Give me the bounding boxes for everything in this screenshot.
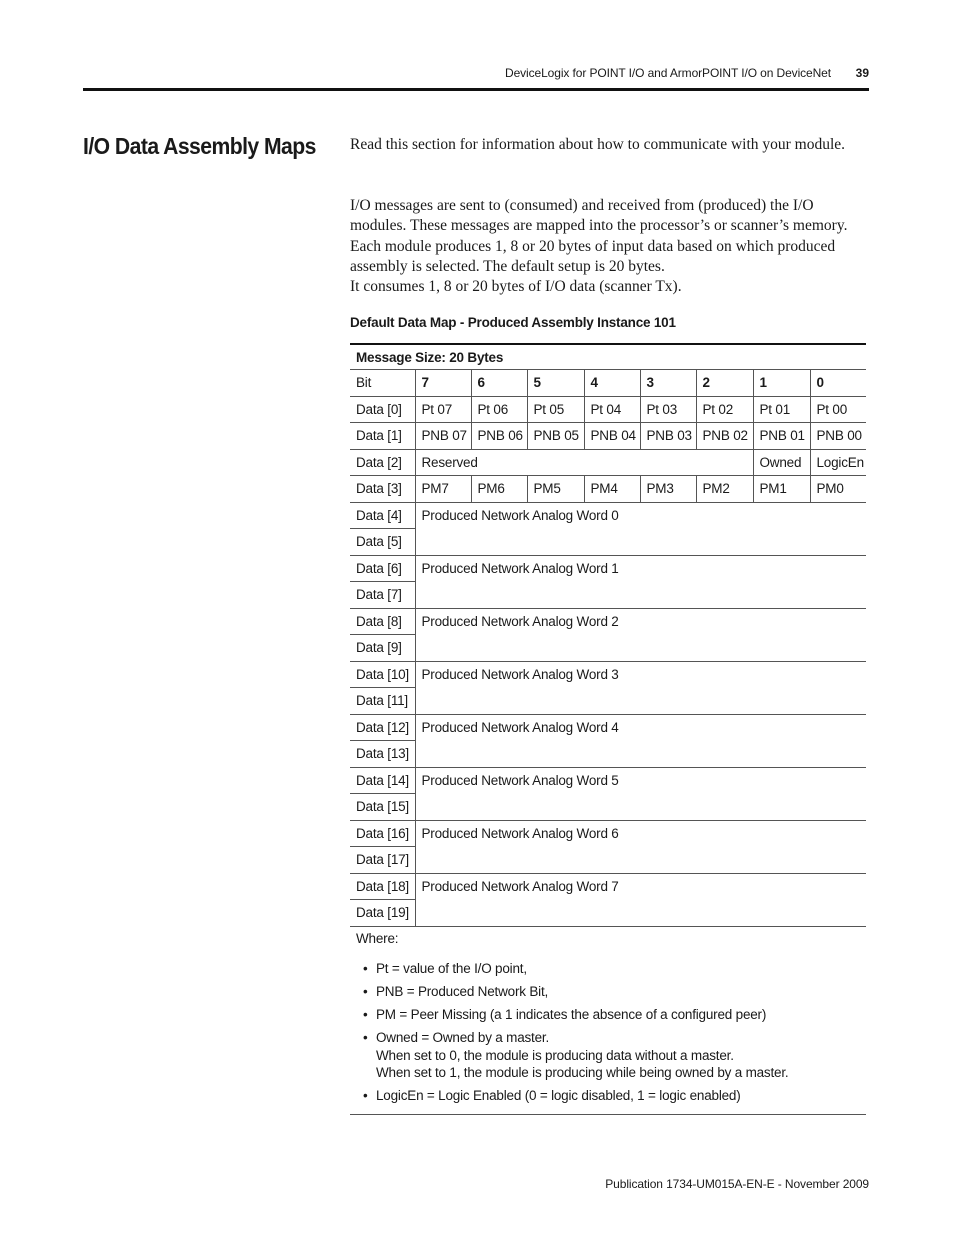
- table-row: [350, 608, 866, 635]
- data-map-table: [350, 343, 866, 949]
- table-cell: PNB 00: [810, 423, 866, 450]
- bullet-icon: •: [363, 961, 368, 976]
- row-label: Data [1]: [350, 423, 415, 450]
- row-label: Data [10]: [350, 661, 415, 688]
- running-title: DeviceLogix for POINT I/O and ArmorPOINT I/O on DeviceNet: [505, 66, 831, 80]
- table-cell: PM4: [584, 476, 640, 503]
- table-cell: Pt 00: [810, 396, 866, 423]
- table-cell: PM0: [810, 476, 866, 503]
- bit-6: 6: [471, 370, 527, 397]
- table-cell: PM7: [415, 476, 471, 503]
- table-cell: Pt 01: [753, 396, 810, 423]
- legend-item: [350, 983, 866, 1001]
- analog-word-cell: Produced Network Analog Word 1: [415, 555, 866, 608]
- io-messages-text: I/O messages are sent to (consumed) and received from (produced) the I/O modules. These messages are mapped into the processor’s or scanner’s memory. Each module produces 1, 8 or 20 bytes of input data based on which produced assembly is selected. The default setup is 20 bytes.: [350, 197, 848, 275]
- where-label: Where:: [356, 931, 399, 946]
- table-row: [350, 820, 866, 847]
- page-number: 39: [855, 66, 869, 80]
- consumes-text: It consumes 1, 8 or 20 bytes of I/O data (scanner Tx).: [350, 278, 682, 296]
- table-row: [350, 502, 866, 529]
- analog-word-cell: Produced Network Analog Word 6: [415, 820, 866, 873]
- intro-paragraph: Read this section for information about how to communicate with your module.: [350, 136, 846, 153]
- where-row: [350, 926, 866, 949]
- table-row: [350, 396, 866, 423]
- header-rule: [83, 88, 869, 91]
- table-caption: Default Data Map - Produced Assembly Instance 101: [350, 315, 676, 330]
- legend-text: Owned = Owned by a master.: [376, 1030, 550, 1045]
- row-label: Data [6]: [350, 555, 415, 582]
- legend-rule: [350, 1114, 866, 1115]
- table-cell: PNB 06: [471, 423, 527, 450]
- legend-text: PM = Peer Missing (a 1 indicates the absence of a configured peer): [376, 1007, 767, 1022]
- analog-word-cell: Produced Network Analog Word 4: [415, 714, 866, 767]
- row-label: Data [17]: [350, 847, 415, 874]
- legend-item: [350, 1087, 866, 1105]
- row-label: Data [4]: [350, 502, 415, 529]
- table-row: [350, 423, 866, 450]
- bit-0: 0: [810, 370, 866, 397]
- bullet-icon: •: [363, 1007, 368, 1022]
- table-cell: PNB 01: [753, 423, 810, 450]
- analog-word-cell: Produced Network Analog Word 5: [415, 767, 866, 820]
- legend-subtext: When set to 1, the module is producing while being owned by a master.: [376, 1065, 789, 1080]
- table-cell: PNB 07: [415, 423, 471, 450]
- table-cell: PM6: [471, 476, 527, 503]
- table-row: [350, 449, 866, 476]
- table-cell: PNB 02: [696, 423, 753, 450]
- table-row: [350, 661, 866, 688]
- section-title: I/O Data Assembly Maps: [83, 133, 316, 159]
- table-cell: Pt 04: [584, 396, 640, 423]
- analog-word-cell: Produced Network Analog Word 7: [415, 873, 866, 926]
- table-cell: Pt 07: [415, 396, 471, 423]
- bit-2: 2: [696, 370, 753, 397]
- row-label: Data [12]: [350, 714, 415, 741]
- legend-item: [350, 960, 866, 978]
- table-row: [350, 873, 866, 900]
- bit-label: Bit: [350, 370, 415, 397]
- row-label: Data [13]: [350, 741, 415, 768]
- row-label: Data [15]: [350, 794, 415, 821]
- logicen-cell: LogicEn: [810, 449, 866, 476]
- row-label: Data [0]: [350, 396, 415, 423]
- legend-text: Pt = value of the I/O point,: [376, 961, 527, 976]
- bit-header-row: [350, 370, 866, 397]
- bullet-icon: •: [363, 984, 368, 999]
- legend-item: [350, 1029, 866, 1082]
- bullet-icon: •: [363, 1030, 368, 1045]
- message-size-row: [350, 344, 866, 370]
- message-size: Message Size: 20 Bytes: [350, 344, 866, 370]
- row-label: Data [14]: [350, 767, 415, 794]
- owned-cell: Owned: [753, 449, 810, 476]
- row-label: Data [2]: [350, 449, 415, 476]
- bullet-icon: •: [363, 1088, 368, 1103]
- analog-word-cell: Produced Network Analog Word 0: [415, 502, 866, 555]
- bit-7: 7: [415, 370, 471, 397]
- table-row: [350, 714, 866, 741]
- table-cell: PM5: [527, 476, 584, 503]
- row-label: Data [9]: [350, 635, 415, 662]
- analog-word-cell: Produced Network Analog Word 3: [415, 661, 866, 714]
- table-cell: Pt 03: [640, 396, 696, 423]
- row-label: Data [18]: [350, 873, 415, 900]
- table-row: [350, 767, 866, 794]
- reserved-cell: Reserved: [415, 449, 753, 476]
- table-cell: Pt 02: [696, 396, 753, 423]
- table-cell: PNB 03: [640, 423, 696, 450]
- table-row: [350, 476, 866, 503]
- row-label: Data [8]: [350, 608, 415, 635]
- row-label: Data [11]: [350, 688, 415, 715]
- table-cell: PM3: [640, 476, 696, 503]
- row-label: Data [7]: [350, 582, 415, 609]
- row-label: Data [19]: [350, 900, 415, 927]
- row-label: Data [3]: [350, 476, 415, 503]
- table-row: [350, 555, 866, 582]
- legend: [350, 960, 866, 1110]
- io-messages-paragraph: [350, 196, 870, 297]
- table-cell: PM2: [696, 476, 753, 503]
- table-cell: Pt 06: [471, 396, 527, 423]
- publication-footer: Publication 1734-UM015A-EN-E - November 2009: [605, 1177, 869, 1191]
- bit-3: 3: [640, 370, 696, 397]
- table-cell: Pt 05: [527, 396, 584, 423]
- row-label: Data [5]: [350, 529, 415, 556]
- legend-text: PNB = Produced Network Bit,: [376, 984, 549, 999]
- bit-4: 4: [584, 370, 640, 397]
- legend-text: LogicEn = Logic Enabled (0 = logic disabled, 1 = logic enabled): [376, 1088, 741, 1103]
- row-label: Data [16]: [350, 820, 415, 847]
- legend-item: [350, 1006, 866, 1024]
- bit-5: 5: [527, 370, 584, 397]
- bit-1: 1: [753, 370, 810, 397]
- legend-subtext: When set to 0, the module is producing data without a master.: [376, 1047, 734, 1063]
- table-cell: PNB 04: [584, 423, 640, 450]
- table-cell: PM1: [753, 476, 810, 503]
- table-cell: PNB 05: [527, 423, 584, 450]
- analog-word-cell: Produced Network Analog Word 2: [415, 608, 866, 661]
